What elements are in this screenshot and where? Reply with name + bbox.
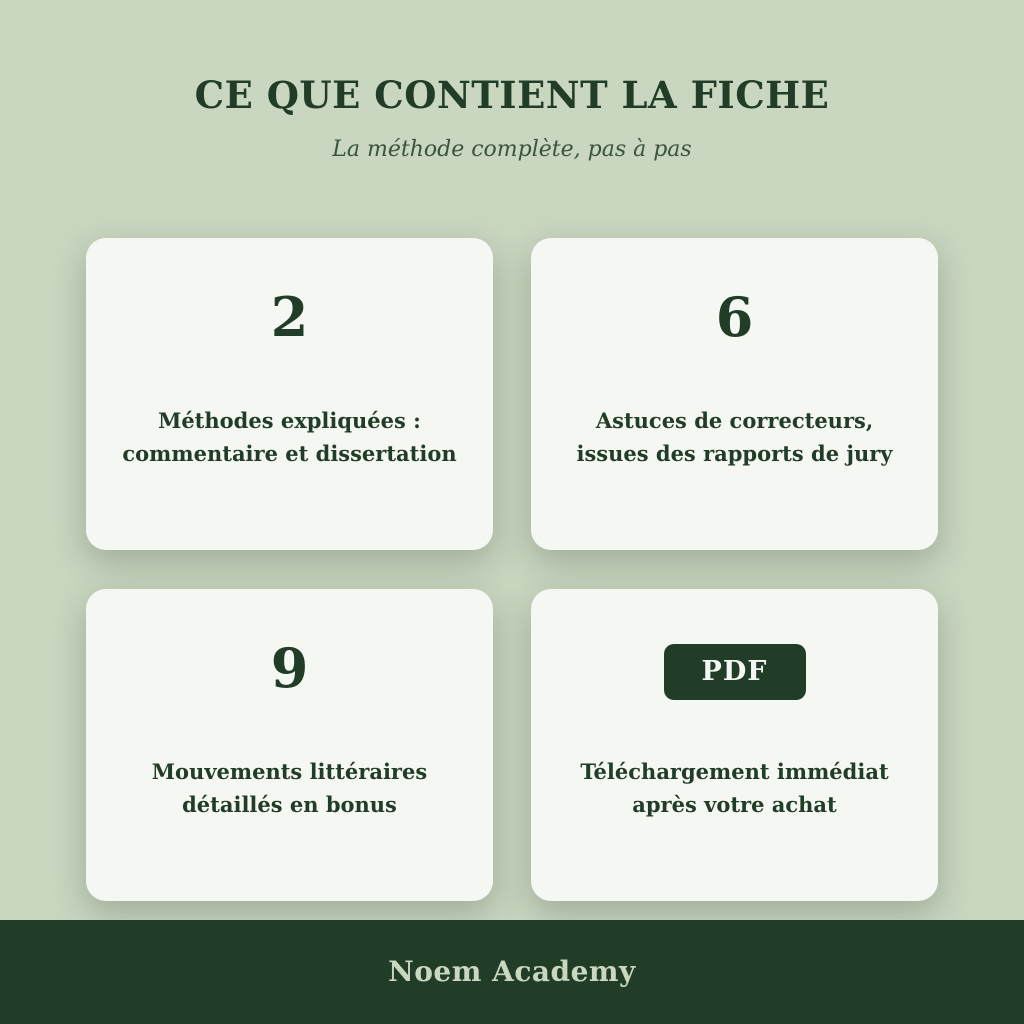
card-description (86, 404, 493, 470)
card-description-line: Téléchargement immédiat (580, 759, 889, 784)
card-number: 2 (270, 285, 309, 349)
feature-card-tips (531, 238, 938, 550)
page-subtitle: La méthode complète, pas à pas (332, 137, 692, 162)
card-description (531, 404, 938, 470)
card-description-line: Astuces de correcteurs, (595, 408, 874, 433)
card-number: 9 (270, 636, 309, 700)
card-description (86, 755, 493, 821)
feature-card-movements (86, 589, 493, 901)
card-description-line: après votre achat (632, 792, 837, 817)
header (0, 72, 1024, 164)
card-description-line: détaillés en bonus (182, 792, 397, 817)
card-description-line: issues des rapports de jury (576, 441, 893, 466)
brand-name: Noem Academy (388, 955, 636, 988)
page-title: CE QUE CONTIENT LA FICHE (194, 73, 830, 117)
feature-card-methods (86, 238, 493, 550)
pdf-badge: PDF (664, 644, 806, 700)
card-number: 6 (715, 285, 754, 349)
footer (0, 920, 1024, 1024)
card-description-line: commentaire et dissertation (122, 441, 457, 466)
feature-card-download (531, 589, 938, 901)
badge-container (531, 644, 938, 700)
card-description-line: Méthodes expliquées : (158, 408, 421, 433)
card-description (531, 755, 938, 821)
card-description-line: Mouvements littéraires (151, 759, 428, 784)
